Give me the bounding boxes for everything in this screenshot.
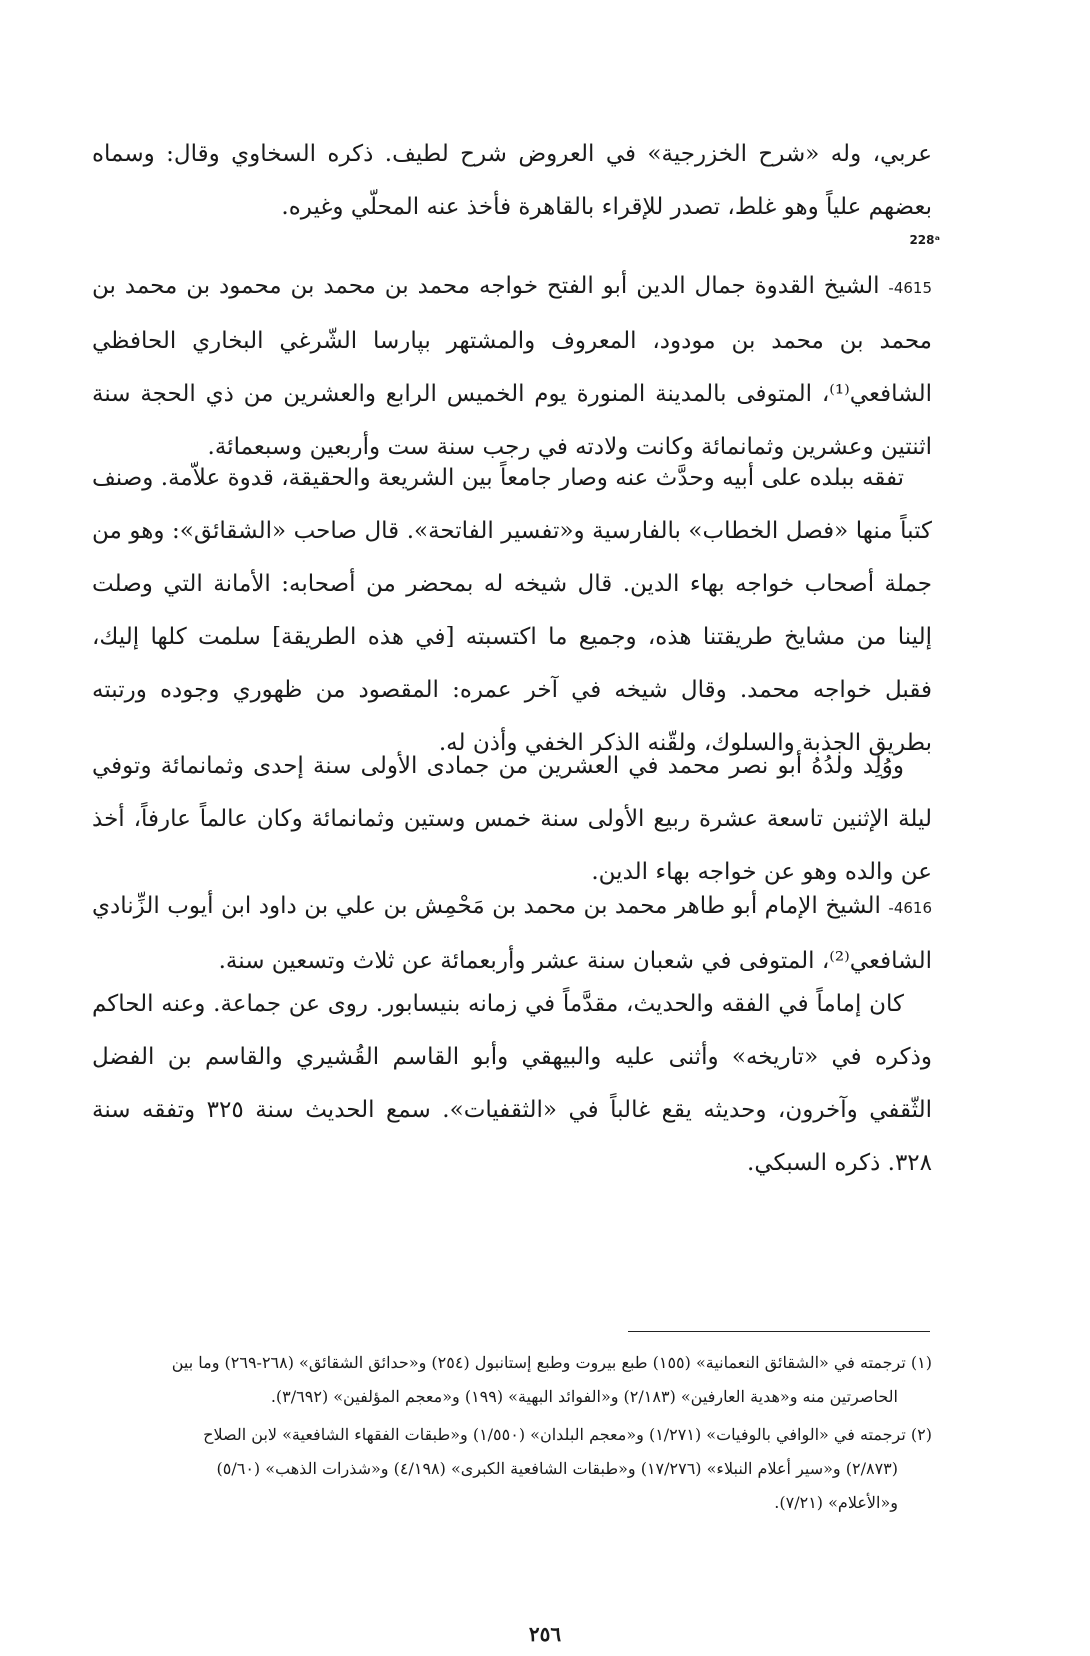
entry-text: الشيخ الإمام أبو طاهر محمد بن محمد بن مَحْمِش بن علي بن داود ابن أيوب الزِّنادي الشافعي⁽²⁾، المتوفى في شعبان سنة عشر وأربعمائة عن ثلاث وتسعين سنة. (92, 893, 932, 974)
footnote-2-line-2: (٢/٨٧٣) و«سير أعلام النبلاء» (١٧/٢٧٦) و«طبقات الشافعية الكبرى» (٤/١٩٨) و«شذرات الذهب» (٥/٦٠) (216, 1459, 898, 1478)
entry-4615-paragraph-2: تفقه ببلده على أبيه وحدَّث عنه وصار جامعاً بين الشريعة والحقيقة، قدوة علاّمة. وصنف كتباً منها «فصل الخطاب» بالفارسية و«تفسير الفاتحة». قال صاحب «الشقائق»: وهو من جملة أصحاب خواجه بهاء الدين. قال شيخه له بمحضر من أصحابه: الأمانة التي وصلت إلينا من مشايخ طريقتنا هذه، وجميع ما اكتسبته [في هذه الطريقة] سلمت كلها إليك، فقبل خواجه محمد. وقال شيخه في آخر عمره: المقصود من ظهوري وجوده ورتبته بطريق الجذبة والسلوك، ولقّنه الذكر الخفي وأذن له. (92, 465, 932, 756)
footnote-1-line-2: الحاصرتين منه و«هدية العارفين» (٢/١٨٣) و«الفوائد البهية» (١٩٩) و«معجم المؤلفين» (٣/٦٩٢). (270, 1387, 898, 1406)
entry-4616-header (92, 880, 932, 988)
entry-4616-paragraph-2: كان إماماً في الفقه والحديث، مقدَّماً في زمانه بنيسابور. روى عن جماعة. وعنه الحاكم وذكره في «تاريخه» وأثنى عليه والبيهقي وأبو القاسم القُشيري والقاسم بن الفضل الثّقفي وآخرون، وحديثه يقع غالباً في «الثقفيات». سمع الحديث سنة ٣٢٥ وتفقه سنة ٣٢٨. ذكره السبكي. (92, 991, 932, 1176)
entry-number: 4615- (888, 279, 932, 297)
page-number: ٢٥٦ (528, 1622, 562, 1646)
entry-4615-paragraph-3: ووُلِد ولدُهُ أبو نصر محمد في العشرين من جمادى الأولى سنة إحدى وثمانمائة وتوفي ليلة الإثنين تاسعة عشرة ربيع الأولى سنة خمس وستين وثمانمائة وكان عالماً عارفاً، أخذ عن والده وهو عن خواجه بهاء الدين. (92, 753, 932, 885)
entry-number: 4616- (888, 899, 932, 917)
entry-text: الشيخ القدوة جمال الدين أبو الفتح خواجه محمد بن محمد بن محمود بن محمد بن محمد بن محمد بن مودود، المعروف والمشتهر بپارسا الشّرغي البخاري الحافظي الشافعي⁽¹⁾، المتوفى بالمدينة المنورة يوم الخميس الرابع والعشرين من ذي الحجة سنة اثنتين وعشرين وثمانمائة وكانت ولادته في رجب سنة ست وأربعين وسبعمائة. (92, 273, 933, 460)
entry-4615-header (92, 260, 932, 474)
continuation-paragraph: عربي، وله «شرح الخزرجية» في العروض شرح لطيف. ذكره السخاوي وقال: وسماه بعضهم علياً وهو غلط، تصدر للإقراء بالقاهرة فأخذ عنه المحلّي وغيره. (92, 141, 932, 220)
footnote-2-line-1: (٢) ترجمته في «الوافي بالوفيات» (١/٢٧١) و«معجم البلدان» (١/٥٥٠) و«طبقات الفقهاء الشافعية» لابن الصلاح (203, 1425, 932, 1444)
footnote-separator (628, 1331, 930, 1332)
footnote-1-line-1: (١) ترجمته في «الشقائق النعمانية» (١٥٥) طبع بيروت وطبع إستانبول (٢٥٤) و«حدائق الشقائق» (٢٦٨-٢٦٩) وما بين (171, 1353, 932, 1372)
margin-marker: 228ᵃ (909, 233, 940, 247)
footnote-2-line-3: و«الأعلام» (٧/٢١). (774, 1493, 898, 1512)
